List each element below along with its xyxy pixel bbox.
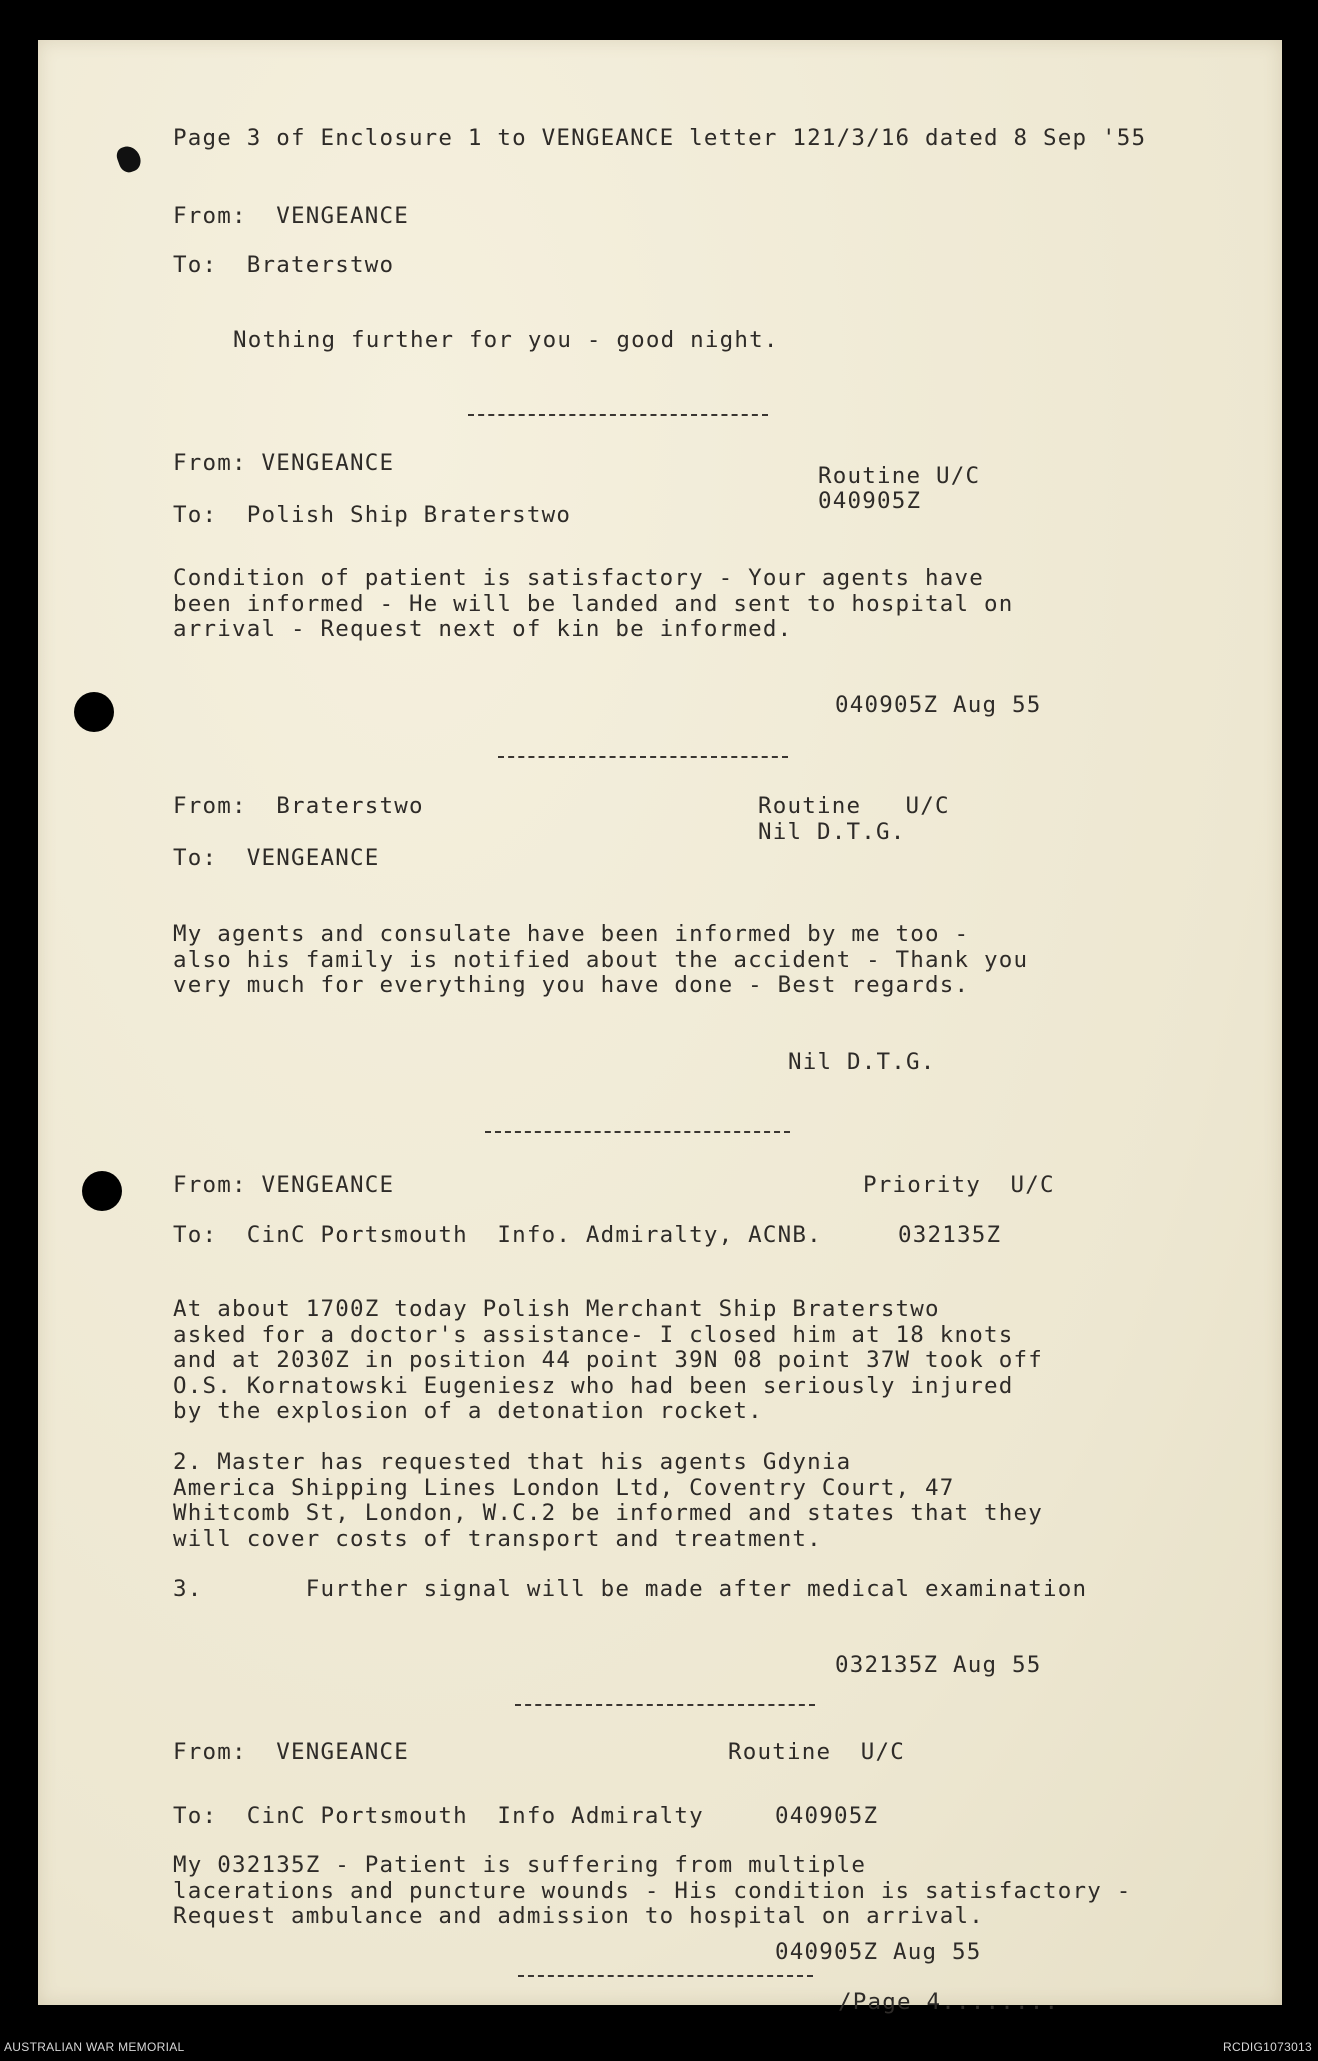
message-3-dtg-footer: Nil D.T.G. [788,1049,936,1075]
message-5-from: From: VENGEANCE [173,1739,409,1765]
message-4-precedence: Priority U/C [863,1172,1055,1198]
separator-5 [518,1975,813,1977]
message-5-precedence: Routine U/C [728,1739,905,1765]
message-2-dtg: 040905Z [818,488,922,514]
message-5-dtg: 040905Z [775,1803,879,1829]
message-4-body: At about 1700Z today Polish Merchant Ship Braterstwo asked for a doctor's assistance- I closed him at 18 knots and at 2030Z in position 44 point 39N 08 point 37W took off O.S. Kornatowski Eugeniesz who had been seriously injured by the explosion of a detonation rocket. [173,1296,1044,1424]
punch-hole-lower [82,1171,122,1211]
message-3-from: From: Braterstwo [173,793,424,819]
separator-3 [485,1131,790,1133]
document-page [38,40,1282,2015]
message-3-to: To: VENGEANCE [173,845,380,871]
message-4-dtg-footer: 032135Z Aug 55 [835,1652,1042,1678]
message-5-to: To: CinC Portsmouth Info Admiralty [173,1803,704,1829]
message-2-dtg-footer: 040905Z Aug 55 [835,692,1042,718]
message-2-to: To: Polish Ship Braterstwo [173,502,572,528]
message-4-from: From: VENGEANCE [173,1172,395,1198]
separator-1 [468,414,768,416]
message-4-para-3: 3. Further signal will be made after medical examination [173,1576,1088,1602]
message-5-dtg-footer: 040905Z Aug 55 [775,1939,982,1965]
page-header: Page 3 of Enclosure 1 to VENGEANCE letter 121/3/16 dated 8 Sep '55 [173,125,1147,151]
message-2-body: Condition of patient is satisfactory - Your agents have been informed - He will be landed and sent to hospital on arrival - Request next of kin be informed. [173,565,1014,642]
message-1-from: From: VENGEANCE [173,203,409,229]
message-1-to: To: Braterstwo [173,252,395,278]
archive-footer-left: AUSTRALIAN WAR MEMORIAL [4,2040,185,2054]
message-3-body: My agents and consulate have been informed by me too - also his family is notified about the accident - Thank you very much for everything you have done - Best regards. [173,921,1029,998]
message-5-body: My 032135Z - Patient is suffering from multiple lacerations and puncture wounds - His condition is satisfactory - Request ambulance and admission to hospital on arrival. [173,1852,1132,1929]
separator-4 [515,1704,815,1706]
message-2-from: From: VENGEANCE [173,450,395,476]
message-4-para-2: 2. Master has requested that his agents Gdynia America Shipping Lines London Ltd, Coventry Court, 47 Whitcomb St, London, W.C.2 be informed and states that they will cover costs of transport and treatment. [173,1449,1044,1552]
message-4-to: To: CinC Portsmouth Info. Admiralty, ACNB. [173,1222,822,1248]
separator-2 [498,756,788,758]
continuation-note: /Page 4........ [838,1989,1060,2015]
message-3-precedence: Routine U/C [758,793,950,819]
message-2-precedence: Routine U/C [818,463,981,489]
paper-tear-mark [114,143,144,175]
message-3-dtg: Nil D.T.G. [758,819,906,845]
archive-footer-right: RCDIG1073013 [1223,2040,1312,2054]
message-1-body: Nothing further for you - good night. [233,327,779,353]
message-4-dtg: 032135Z [898,1222,1002,1248]
punch-hole-upper [74,692,114,732]
